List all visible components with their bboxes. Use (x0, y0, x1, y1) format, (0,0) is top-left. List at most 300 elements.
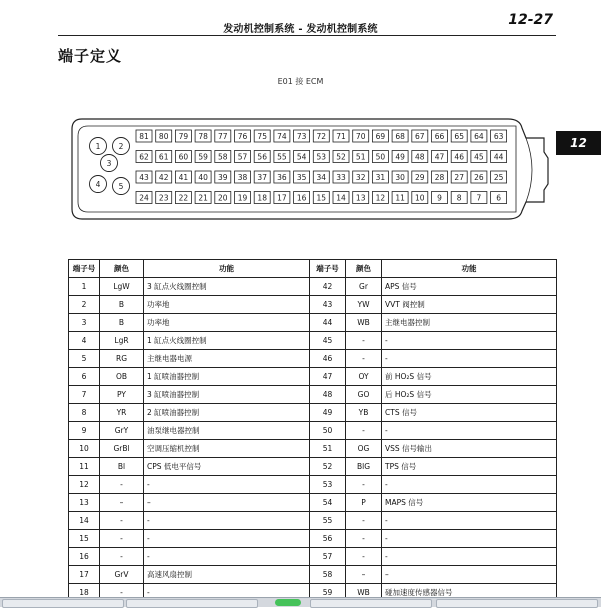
connector-pin (235, 171, 251, 183)
connector-pin-label: 10 (415, 193, 425, 203)
connector-pin-label: 45 (474, 152, 484, 162)
connector-pin (136, 151, 152, 163)
connector-pin (235, 192, 251, 204)
terminal-number-cell: 13 (69, 494, 100, 512)
terminal-number-cell: 6 (69, 368, 100, 386)
connector-pin-label: 22 (178, 193, 189, 203)
terminal-number-cell: 14 (69, 512, 100, 530)
table-row (69, 458, 557, 476)
terminal-number-cell: 17 (69, 566, 100, 584)
connector-pin-label: 59 (198, 152, 208, 162)
wire-color-cell: YR (100, 404, 144, 422)
wire-color-cell: - (100, 530, 144, 548)
wire-color-cell: - (346, 422, 382, 440)
function-cell: VVT 阀控制 (382, 296, 557, 314)
table-row (69, 512, 557, 530)
connector-pin-label: 39 (218, 173, 228, 182)
connector-pin (215, 130, 231, 142)
connector-pin-label: 23 (158, 193, 169, 203)
function-cell: 1 缸喷油器控制 (144, 368, 310, 386)
function-cell: - (144, 584, 310, 602)
connector-pin-label: 30 (395, 173, 405, 182)
round-pin-label: 4 (95, 179, 101, 189)
connector-pin-label: 18 (257, 193, 267, 203)
connector-pin (353, 151, 369, 163)
connector-pin-label: 29 (415, 173, 425, 182)
connector-pin-label: 13 (355, 193, 366, 203)
connector-pin-label: 11 (395, 193, 405, 203)
wire-color-cell: GO (346, 386, 382, 404)
col-header-color: 颜色 (346, 260, 382, 278)
connector-pin-label: 25 (493, 173, 504, 182)
wire-color-cell: WB (346, 584, 382, 602)
wire-color-cell: B (100, 296, 144, 314)
connector-pin-label: 50 (375, 152, 386, 162)
function-cell: 空调压缩机控制 (144, 440, 310, 458)
table-row (69, 422, 557, 440)
function-cell: TPS 信号 (382, 458, 557, 476)
connector-pin (412, 171, 428, 183)
connector-pin (412, 192, 428, 204)
wire-color-cell: B (100, 314, 144, 332)
connector-pin-label: 72 (316, 132, 327, 141)
wire-color-cell: - (346, 350, 382, 368)
connector-pin-label: 38 (237, 173, 248, 182)
connector-pin (372, 192, 388, 204)
connector-pin (195, 171, 211, 183)
terminal-number-cell: 10 (69, 440, 100, 458)
taskbar-button[interactable] (2, 599, 124, 608)
connector-pin-label: 16 (296, 193, 307, 203)
terminal-number-cell: 50 (310, 422, 346, 440)
connector-pin-label: 58 (218, 152, 228, 162)
table-row (69, 332, 557, 350)
round-pin (101, 155, 118, 172)
connector-pin-label: 41 (178, 173, 189, 182)
connector-pin (294, 130, 310, 142)
table-row (69, 314, 557, 332)
taskbar-button[interactable] (126, 599, 258, 608)
table-row (69, 494, 557, 512)
wire-color-cell: LgW (100, 278, 144, 296)
terminal-number-cell: 18 (69, 584, 100, 602)
wire-color-cell: - (100, 584, 144, 602)
connector-pin-label: 42 (158, 173, 169, 182)
connector-pin (156, 171, 172, 183)
connector-pin-label: 62 (139, 152, 149, 162)
connector-pin (274, 192, 290, 204)
table-row (69, 296, 557, 314)
table-row (69, 530, 557, 548)
connector-pin (491, 192, 507, 204)
terminal-number-cell: 4 (69, 332, 100, 350)
ecm-connector-diagram (68, 114, 556, 224)
connector-pin-label: 73 (296, 132, 307, 141)
connector-pin (254, 130, 270, 142)
connector-pin (491, 151, 507, 163)
terminal-number-cell: 46 (310, 350, 346, 368)
wire-color-cell: GrBl (100, 440, 144, 458)
connector-pin-label: 54 (296, 152, 307, 162)
connector-pin (451, 130, 467, 142)
connector-pin-label: 48 (415, 152, 425, 162)
terminal-number-cell: 51 (310, 440, 346, 458)
function-cell: - (382, 530, 557, 548)
running-header-title: 发动机控制系统 - 发动机控制系统 (223, 24, 378, 35)
connector-pin-label: 52 (336, 152, 346, 162)
connector-pin-label: 67 (415, 132, 425, 141)
connector-pin-label: 17 (277, 193, 287, 203)
connector-pin-label: 12 (375, 193, 386, 203)
connector-pin (451, 171, 467, 183)
table-row (69, 368, 557, 386)
function-cell: - (382, 548, 557, 566)
connector-pin-label: 8 (456, 193, 462, 203)
taskbar-button[interactable] (310, 599, 432, 608)
function-cell: 后 HO₂S 信号 (382, 386, 557, 404)
wire-color-cell: Gr (346, 278, 382, 296)
col-header-terminal: 端子号 (69, 260, 100, 278)
terminal-number-cell: 45 (310, 332, 346, 350)
wire-color-cell: - (100, 476, 144, 494)
connector-pin-label: 31 (375, 173, 386, 182)
connector-pin-label: 43 (139, 173, 149, 182)
round-pin (90, 176, 107, 193)
connector-pin (412, 130, 428, 142)
connector-pin (392, 151, 408, 163)
connector-pin-label: 69 (375, 132, 386, 141)
connector-pin (333, 171, 349, 183)
function-cell: - (382, 422, 557, 440)
connector-pin-label: 26 (474, 173, 484, 182)
table-row (69, 278, 557, 296)
col-header-color: 颜色 (100, 260, 144, 278)
terminal-number-cell: 3 (69, 314, 100, 332)
round-pin-label: 3 (106, 158, 112, 168)
connector-pin (294, 171, 310, 183)
round-pin (113, 178, 130, 195)
connector-pin (412, 151, 428, 163)
connector-pin-label: 46 (454, 152, 464, 162)
terminal-number-cell: 2 (69, 296, 100, 314)
connector-pin (432, 130, 448, 142)
terminal-number-cell: 12 (69, 476, 100, 494)
terminal-number-cell: 43 (310, 296, 346, 314)
connector-pin-label: 64 (474, 132, 484, 141)
connector-pin (294, 192, 310, 204)
wire-color-cell: YW (346, 296, 382, 314)
table-row (69, 476, 557, 494)
wire-color-cell: - (346, 548, 382, 566)
connector-pin-label: 37 (257, 173, 267, 182)
page-number: 12-27 (508, 12, 553, 28)
connector-pin (175, 171, 191, 183)
wire-color-cell: OY (346, 368, 382, 386)
round-pin-label: 5 (118, 181, 124, 191)
function-cell: - (144, 530, 310, 548)
connector-pin-label: 51 (355, 152, 366, 162)
function-cell: 油泵继电器控制 (144, 422, 310, 440)
wire-color-cell: - (346, 512, 382, 530)
function-cell: 3 缸喷油器控制 (144, 386, 310, 404)
function-cell: 功率地 (144, 296, 310, 314)
connector-pin (491, 130, 507, 142)
connector-pin-label: 66 (434, 132, 445, 141)
connector-pin (215, 171, 231, 183)
terminal-number-cell: 5 (69, 350, 100, 368)
function-cell: – (144, 494, 310, 512)
function-cell: MAPS 信号 (382, 494, 557, 512)
connector-pin (274, 171, 290, 183)
connector-pin-label: 14 (336, 193, 346, 203)
connector-pin-label: 71 (336, 132, 346, 141)
connector-pin (274, 151, 290, 163)
function-cell: 2 缸喷油器控制 (144, 404, 310, 422)
function-cell: CPS 低电平信号 (144, 458, 310, 476)
connector-pin (215, 192, 231, 204)
connector-pin (372, 171, 388, 183)
function-cell: CTS 信号 (382, 404, 557, 422)
connector-pin-label: 80 (158, 132, 169, 141)
function-cell: 高速风扇控制 (144, 566, 310, 584)
terminal-number-cell: 53 (310, 476, 346, 494)
wire-color-cell: P (346, 494, 382, 512)
connector-pin-label: 28 (434, 173, 445, 182)
connector-pin (313, 192, 329, 204)
connector-pin-label: 57 (237, 152, 248, 162)
connector-pin-label: 15 (316, 193, 327, 203)
table-row (69, 548, 557, 566)
round-pin-label: 2 (118, 141, 124, 151)
round-pin (113, 138, 130, 155)
function-cell: 主继电器控制 (382, 314, 557, 332)
connector-pin (432, 171, 448, 183)
connector-pin (254, 192, 270, 204)
connector-pin (353, 171, 369, 183)
connector-pin-label: 7 (476, 193, 482, 203)
function-cell: - (144, 476, 310, 494)
wire-color-cell: - (346, 332, 382, 350)
connector-pin (254, 151, 270, 163)
connector-pin (333, 130, 349, 142)
connector-pin (195, 192, 211, 204)
connector-pin (274, 130, 290, 142)
connector-pin (136, 192, 152, 204)
connector-label: E01 接 ECM (277, 77, 324, 86)
connector-pin-label: 34 (316, 173, 327, 182)
table-row (69, 350, 557, 368)
connector-pin (313, 130, 329, 142)
terminal-number-cell: 52 (310, 458, 346, 476)
connector-pin (491, 171, 507, 183)
function-cell: - (382, 332, 557, 350)
function-cell: APS 信号 (382, 278, 557, 296)
connector-pin (156, 130, 172, 142)
wire-color-cell: Bl (100, 458, 144, 476)
table-row (69, 440, 557, 458)
wire-color-cell: WB (346, 314, 382, 332)
connector-pin-label: 21 (198, 193, 208, 203)
table-row (69, 566, 557, 584)
connector-pin-label: 9 (437, 193, 442, 203)
connector-pin (333, 192, 349, 204)
wire-color-cell: - (100, 548, 144, 566)
function-cell: - (382, 512, 557, 530)
connector-pin-label: 47 (434, 152, 445, 162)
connector-pin (353, 192, 369, 204)
connector-pin (471, 130, 487, 142)
terminal-number-cell: 44 (310, 314, 346, 332)
connector-pin-label: 65 (454, 132, 464, 141)
wire-color-cell: RG (100, 350, 144, 368)
terminal-number-cell: 11 (69, 458, 100, 476)
terminal-number-cell: 49 (310, 404, 346, 422)
wire-color-cell: - (346, 476, 382, 494)
wire-color-cell: - (346, 530, 382, 548)
connector-pin-label: 74 (277, 132, 287, 141)
connector-pin-label: 68 (395, 132, 405, 141)
wire-color-cell: YB (346, 404, 382, 422)
connector-pin-label: 40 (198, 173, 208, 182)
connector-pin (392, 130, 408, 142)
connector-pin-label: 49 (395, 152, 405, 162)
connector-pin (432, 192, 448, 204)
terminal-number-cell: 48 (310, 386, 346, 404)
table-header-row (69, 260, 557, 278)
terminal-number-cell: 58 (310, 566, 346, 584)
connector-pin (156, 192, 172, 204)
round-pin (90, 138, 107, 155)
terminal-number-cell: 59 (310, 584, 346, 602)
connector-pin (471, 171, 487, 183)
function-cell: - (382, 350, 557, 368)
connector-pin (156, 151, 172, 163)
connector-pin-label: 79 (178, 132, 189, 141)
wire-color-cell: OB (100, 368, 144, 386)
connector-pin-label: 27 (454, 173, 464, 182)
connector-pin (235, 151, 251, 163)
connector-pin (451, 192, 467, 204)
header-divider (58, 35, 556, 36)
connector-pin-label: 70 (355, 132, 366, 141)
wire-color-cell: – (100, 494, 144, 512)
connector-pin (136, 130, 152, 142)
connector-pin-label: 55 (277, 152, 287, 162)
wire-color-cell: OG (346, 440, 382, 458)
terminal-number-cell: 55 (310, 512, 346, 530)
function-cell: 1 缸点火线圈控制 (144, 332, 310, 350)
wire-color-cell: - (100, 512, 144, 530)
connector-pin-label: 24 (139, 193, 149, 203)
round-pin-label: 1 (95, 141, 101, 151)
connector-pin (372, 130, 388, 142)
connector-pin (215, 151, 231, 163)
terminal-number-cell: 15 (69, 530, 100, 548)
connector-pin (175, 151, 191, 163)
function-cell: 3 缸点火线圈控制 (144, 278, 310, 296)
function-cell: - (144, 512, 310, 530)
wire-color-cell: BlG (346, 458, 382, 476)
function-cell: 功率地 (144, 314, 310, 332)
function-cell: - (144, 548, 310, 566)
function-cell: - (382, 476, 557, 494)
col-header-function: 功能 (144, 260, 310, 278)
terminal-number-cell: 56 (310, 530, 346, 548)
taskbar-button[interactable] (436, 599, 598, 608)
terminal-definition-table (68, 259, 557, 602)
terminal-number-cell: 8 (69, 404, 100, 422)
connector-pin-label: 56 (257, 152, 267, 162)
section-title: 端子定义 (58, 47, 123, 65)
function-cell: – (382, 566, 557, 584)
function-cell: VSS 信号输出 (382, 440, 557, 458)
connector-pin-label: 35 (296, 173, 307, 182)
terminal-number-cell: 42 (310, 278, 346, 296)
connector-pin-label: 61 (158, 152, 169, 162)
connector-pin (392, 171, 408, 183)
connector-pin (432, 151, 448, 163)
connector-pin-label: 44 (493, 152, 504, 162)
connector-pin-label: 81 (139, 132, 149, 141)
connector-pin-label: 76 (237, 132, 248, 141)
col-header-terminal: 端子号 (310, 260, 346, 278)
connector-pin (254, 171, 270, 183)
terminal-number-cell: 16 (69, 548, 100, 566)
table-row (69, 386, 557, 404)
wire-color-cell: LgR (100, 332, 144, 350)
terminal-number-cell: 57 (310, 548, 346, 566)
connector-pin (294, 151, 310, 163)
connector-pin-label: 63 (493, 132, 504, 141)
connector-pin-label: 20 (218, 193, 228, 203)
connector-pin (175, 192, 191, 204)
connector-pin-label: 78 (198, 132, 208, 141)
connector-pin-label: 60 (178, 152, 189, 162)
wire-color-cell: – (346, 566, 382, 584)
function-cell: 碰加速度传感器信号 (382, 584, 557, 602)
terminal-number-cell: 54 (310, 494, 346, 512)
connector-pin (313, 171, 329, 183)
connector-pin (195, 130, 211, 142)
terminal-number-cell: 1 (69, 278, 100, 296)
terminal-number-cell: 7 (69, 386, 100, 404)
wire-color-cell: GrY (100, 422, 144, 440)
connector-pin-label: 33 (336, 173, 346, 182)
col-header-function: 功能 (382, 260, 557, 278)
connector-pin (471, 192, 487, 204)
function-cell: 主继电器电源 (144, 350, 310, 368)
function-cell: 前 HO₂S 信号 (382, 368, 557, 386)
taskbar-app-icon[interactable] (275, 599, 301, 606)
connector-pin (471, 151, 487, 163)
connector-pin-label: 75 (257, 132, 267, 141)
connector-pin-label: 32 (355, 173, 366, 182)
connector-pin-label: 77 (218, 132, 228, 141)
connector-pin (195, 151, 211, 163)
connector-pin (313, 151, 329, 163)
connector-pin (353, 130, 369, 142)
connector-pin-label: 19 (237, 193, 248, 203)
terminal-number-cell: 9 (69, 422, 100, 440)
chapter-side-tab[interactable]: 12 (556, 131, 601, 155)
wire-color-cell: PY (100, 386, 144, 404)
connector-pin (451, 151, 467, 163)
connector-pin (136, 171, 152, 183)
connector-pin-label: 36 (277, 173, 287, 182)
connector-pin (333, 151, 349, 163)
wire-color-cell: GrV (100, 566, 144, 584)
terminal-number-cell: 47 (310, 368, 346, 386)
